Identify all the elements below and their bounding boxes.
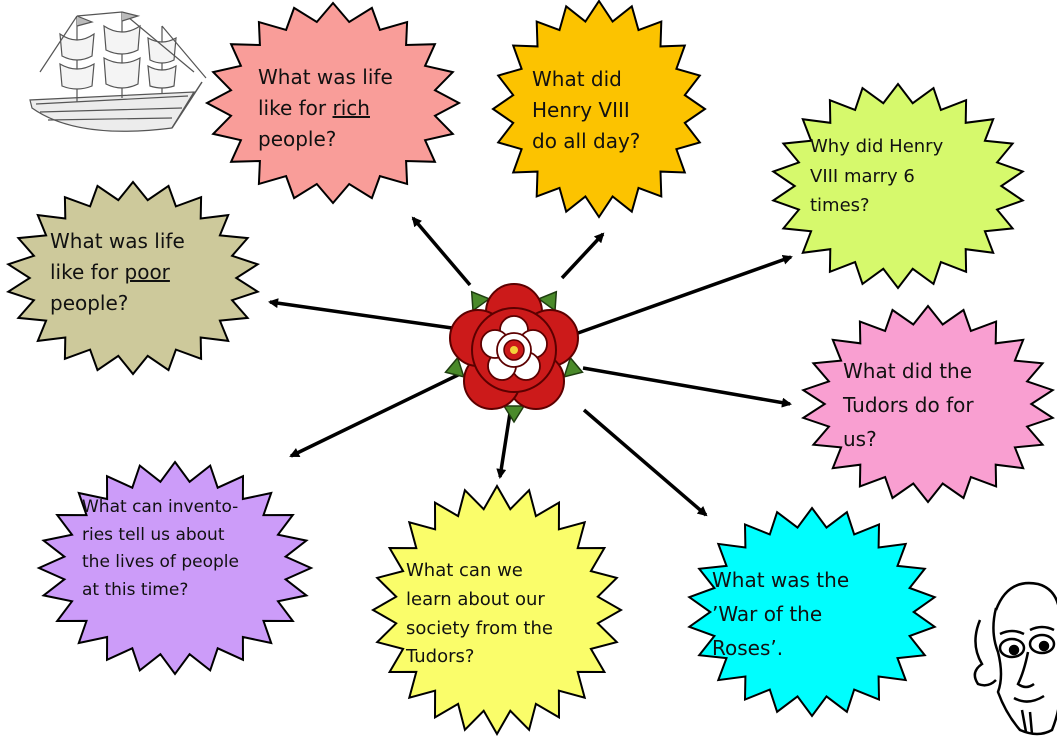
society-line-4: Tudors? <box>406 646 475 668</box>
arrow-to-poor <box>270 302 452 328</box>
roses-line-1: What was the <box>712 568 850 592</box>
roses-line-3: Roses’. <box>712 636 784 660</box>
arrow-to-rich <box>413 218 470 285</box>
arrow-to-society <box>500 413 510 477</box>
poor-line-1: What was life <box>50 229 185 253</box>
bubble-roses-text <box>712 563 849 665</box>
bubble-henry-day-text <box>532 64 640 157</box>
arrow-to-tudors-us <box>583 368 790 404</box>
society-line-1: What can we <box>406 560 523 581</box>
arrow-to-roses <box>584 410 706 515</box>
inventories-line-4: at this time? <box>82 579 189 600</box>
rich-line-1: What was life <box>258 65 393 89</box>
bubble-society-text <box>406 557 553 672</box>
shakespeare-caricature-icon <box>975 583 1057 734</box>
roses-line-2: ’War of the <box>712 602 823 626</box>
inventories-line-2: ries tell us about <box>82 524 225 545</box>
bubble-rich-text <box>258 62 393 155</box>
tudors-line-2: Tudors do for <box>843 393 974 417</box>
henry-day-line-1: What did <box>532 67 622 91</box>
rich-line-3: people? <box>258 127 337 151</box>
rich-underlined-word: rich <box>332 96 370 120</box>
tudors-line-1: What did the <box>843 359 973 383</box>
inventories-line-3: the lives of people <box>82 552 239 573</box>
tudors-line-3: us? <box>843 427 877 451</box>
society-line-3: society from the <box>406 617 553 639</box>
inventories-line-1: What can invento- <box>82 497 239 517</box>
rich-line-2 <box>258 93 393 124</box>
tudor-rose-icon <box>442 284 585 422</box>
henry-marry-line-3: times? <box>810 195 870 217</box>
bubble-tudors-us-text <box>843 354 974 456</box>
poor-underlined-word: poor <box>124 260 170 284</box>
poor-line-3: people? <box>50 291 129 315</box>
poor-line-2 <box>50 257 185 288</box>
arrow-to-inventories <box>291 374 460 456</box>
henry-marry-line-1: Why did Henry <box>810 136 944 157</box>
henry-day-line-2: Henry VIII <box>532 98 630 122</box>
bubble-inventories-text <box>82 494 239 604</box>
henry-day-line-3: do all day? <box>532 129 641 153</box>
arrow-to-henry-marry <box>578 257 791 333</box>
galleon-ship-icon <box>30 12 206 131</box>
bubble-poor-text <box>50 226 185 319</box>
henry-marry-line-2: VIII marry 6 <box>810 165 915 187</box>
rich-line-2-text: like for <box>258 96 333 120</box>
society-line-2: learn about our <box>406 588 545 610</box>
arrow-to-henry-day <box>562 234 603 278</box>
bubble-henry-marry-text <box>810 132 943 221</box>
poor-line-2-text: like for <box>50 260 125 284</box>
